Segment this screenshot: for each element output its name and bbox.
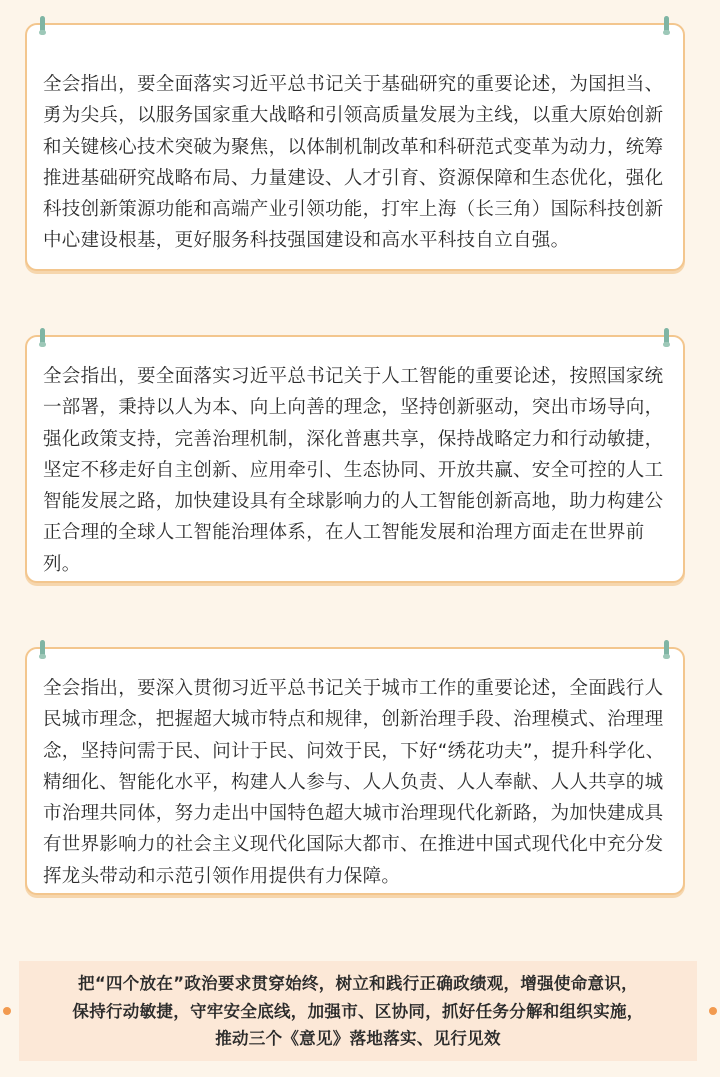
banner-line-2: 保持行动敏捷，守牢安全底线，加强市、区协同，抓好任务分解和组织实施， [72,1001,644,1021]
card-paragraph: 全会指出，要全面落实习近平总书记关于人工智能的重要论述，按照国家统一部署，秉持以人为本、向上向善的理念，坚持创新驱动，突出市场导向，强化政策支持，完善治理机制，深化普惠共享，保持战略定力和行动敏捷，坚定不移走好自主创新、应用牵引、生态协同、开放共赢、安全可控的人工智能发展之路，加快建设具有全球影响力的人工智能创新高地，助力构建公正合理的全球人工智能治理体系，在人工智能发展和治理方面走在世界前列。 [43,366,664,575]
content-card-2 [25,335,685,583]
banner-line-1: 把“四个放在”政治要求贯穿始终，树立和践行正确政绩观，增强使命意识， [78,974,638,993]
dot-icon [709,1007,717,1015]
pin-icon [664,16,669,33]
content-card-1 [25,23,685,271]
dot-icon [3,1007,11,1015]
pin-icon [40,16,45,33]
pin-icon [40,640,45,657]
summary-banner [19,961,697,1061]
content-card-3 [25,647,685,895]
pin-icon [664,328,669,345]
banner-line-3: 推动三个《意见》落地落实、见行见效 [215,1029,501,1048]
card-paragraph: 全会指出，要全面落实习近平总书记关于基础研究的重要论述，为国担当、勇为尖兵，以服务国家重大战略和引领高质量发展为主线，以重大原始创新和关键核心技术突破为聚焦，以体制机制改革和科研范式变革为动力，统筹推进基础研究战略布局、力量建设、人才引育、资源保障和生态优化，强化科技创新策源功能和高端产业引领功能，打牢上海（长三角）国际科技创新中心建设根基，更好服务科技强国建设和高水平科技自立自强。 [43,74,664,252]
card-paragraph: 全会指出，要深入贯彻习近平总书记关于城市工作的重要论述，全面践行人民城市理念，把握超大城市特点和规律，创新治理手段、治理模式、治理理念，坚持问需于民、问计于民、问效于民，下好“绣花功夫”，提升科学化、精细化、智能化水平，构建人人参与、人人负责、人人奉献、人人共享的城市治理共同体，努力走出中国特色超大城市治理现代化新路，为加快建成具有世界影响力的社会主义现代化国际大都市、在推进中国式现代化中充分发挥龙头带动和示范引领作用提供有力保障。 [43,678,665,887]
pin-icon [664,640,669,657]
pin-icon [40,328,45,345]
